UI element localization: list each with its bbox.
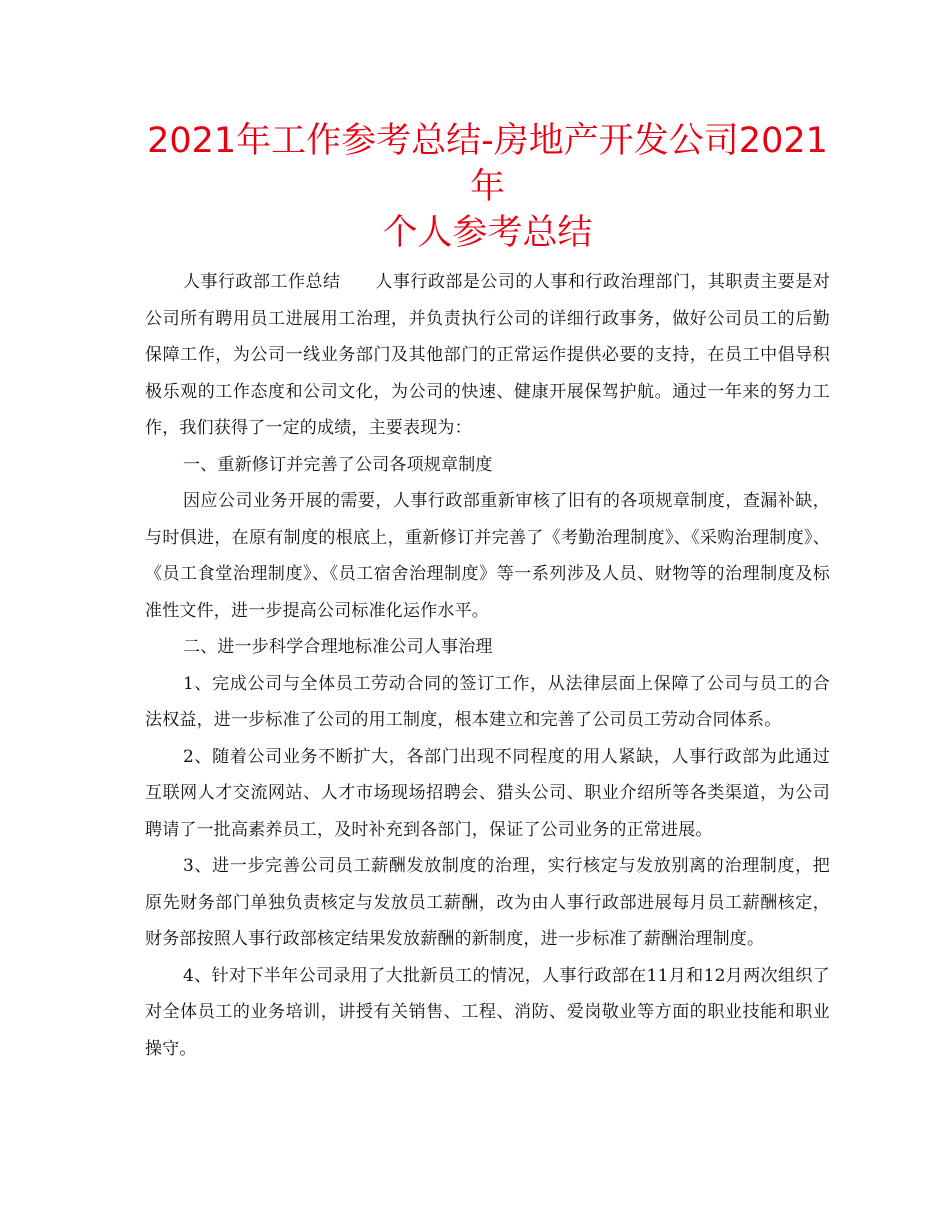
item-1-paragraph: 1、完成公司与全体员工劳动合同的签订工作，从法律层面上保障了公司与员工的合法权益，进一步标准了公司的用工制度，根本建立和完善了公司员工劳动合同体系。: [145, 673, 830, 730]
document-body: [145, 264, 830, 1067]
document-title-line-1: 2021年工作参考总结-房地产开发公司2021年: [147, 121, 828, 207]
item-2-paragraph: 2、随着公司业务不断扩大，各部门出现不同程度的用人紧缺，人事行政部为此通过互联网人才交流网站、人才市场现场招聘会、猎头公司、职业介绍所等各类渠道，为公司聘请了一批高素养员工，及时补充到各部门，保证了公司业务的正常进展。: [145, 746, 830, 840]
document-title-line-2: 个人参考总结: [382, 213, 593, 253]
section-1-paragraph: 因应公司业务开展的需要，人事行政部重新审核了旧有的各项规章制度，查漏补缺，与时俱进，在原有制度的根底上，重新修订并完善了《考勤治理制度》、《采购治理制度》、《员工食堂治理制度》、《员工宿舍治理制度》等一系列涉及人员、财物等的治理制度及标准性文件，进一步提高公司标准化运作水平。: [145, 491, 830, 621]
section-heading-1: 一、重新修订并完善了公司各项规章制度: [183, 454, 493, 475]
section-heading-2: 二、进一步科学合理地标准公司人事治理: [183, 637, 493, 657]
intro-paragraph: 人事行政部工作总结 人事行政部是公司的人事和行政治理部门，其职责主要是对公司所有聘用员工进展用工治理，并负责执行公司的详细行政事务，做好公司员工的后勤保障工作，为公司一线业务部门及其他部门的正常运作提供必要的支持，在员工中倡导积极乐观的工作态度和公司文化，为公司的快速、健康开展保驾护航。通过一年来的努力工作，我们获得了一定的成绩，主要表现为：: [145, 272, 830, 438]
document-title: [145, 118, 830, 256]
item-3-paragraph: 3、进一步完善公司员工薪酬发放制度的治理，实行核定与发放别离的治理制度，把原先财务部门单独负责核定与发放员工薪酬，改为由人事行政部进展每月员工薪酬核定，财务部按照人事行政部核定结果发放薪酬的新制度，进一步标准了薪酬治理制度。: [145, 856, 830, 949]
item-4-paragraph: 4、针对下半年公司录用了大批新员工的情况，人事行政部在11月和12月两次组织了对全体员工的业务培训，讲授有关销售、工程、消防、爱岗敬业等方面的职业技能和职业操守。: [145, 965, 830, 1059]
